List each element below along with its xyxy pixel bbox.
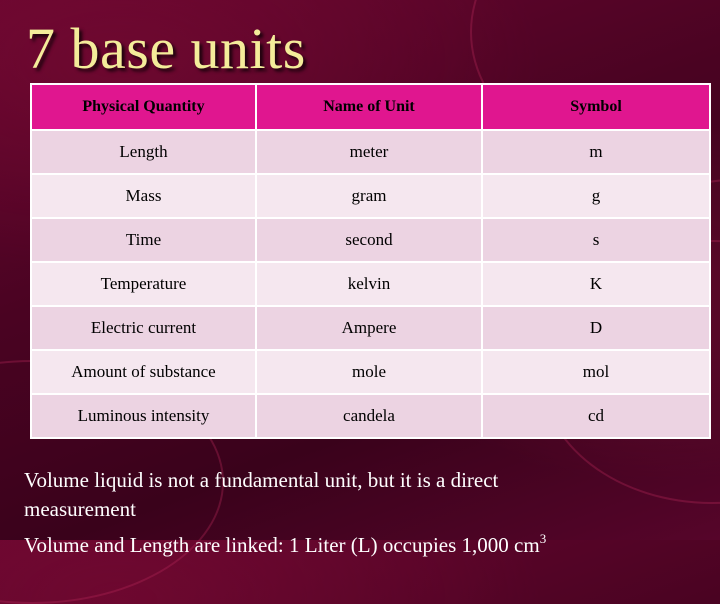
quantity-cell: Luminous intensity — [31, 394, 256, 438]
header-name-of-unit: Name of Unit — [256, 84, 482, 130]
quantity-cell: Temperature — [31, 262, 256, 306]
footnote-line: measurement — [24, 497, 136, 521]
unit-name-cell: mole — [256, 350, 482, 394]
quantity-cell: Amount of substance — [31, 350, 256, 394]
base-units-table — [30, 83, 711, 439]
header-physical-quantity: Physical Quantity — [31, 84, 256, 130]
table-row — [31, 350, 710, 394]
quantity-cell: Mass — [31, 174, 256, 218]
quantity-cell: Time — [31, 218, 256, 262]
unit-name-cell: second — [256, 218, 482, 262]
footnote-volume-length-text: Volume and Length are linked: 1 Liter (L) occupies 1,000 cm — [24, 533, 540, 557]
table-row — [31, 218, 710, 262]
symbol-cell: g — [482, 174, 710, 218]
cubic-superscript: 3 — [539, 531, 547, 546]
symbol-cell: cd — [482, 394, 710, 438]
unit-name-cell: Ampere — [256, 306, 482, 350]
header-symbol: Symbol — [482, 84, 710, 130]
footnote-text — [24, 466, 714, 560]
symbol-cell: K — [482, 262, 710, 306]
quantity-cell: Length — [31, 130, 256, 174]
symbol-cell: D — [482, 306, 710, 350]
unit-name-cell: meter — [256, 130, 482, 174]
table-row — [31, 174, 710, 218]
unit-name-cell: gram — [256, 174, 482, 218]
quantity-cell: Electric current — [31, 306, 256, 350]
unit-name-cell: candela — [256, 394, 482, 438]
footnote-line: Volume liquid is not a fundamental unit, but it is a direct — [24, 468, 499, 492]
symbol-cell: m — [482, 130, 710, 174]
unit-name-cell: kelvin — [256, 262, 482, 306]
footnote-line — [24, 524, 714, 560]
table-row — [31, 306, 710, 350]
table-row — [31, 394, 710, 438]
table-row — [31, 262, 710, 306]
slide-title: 7 base units — [26, 16, 306, 81]
symbol-cell: mol — [482, 350, 710, 394]
table-header-row — [31, 84, 710, 130]
table-row — [31, 130, 710, 174]
symbol-cell: s — [482, 218, 710, 262]
